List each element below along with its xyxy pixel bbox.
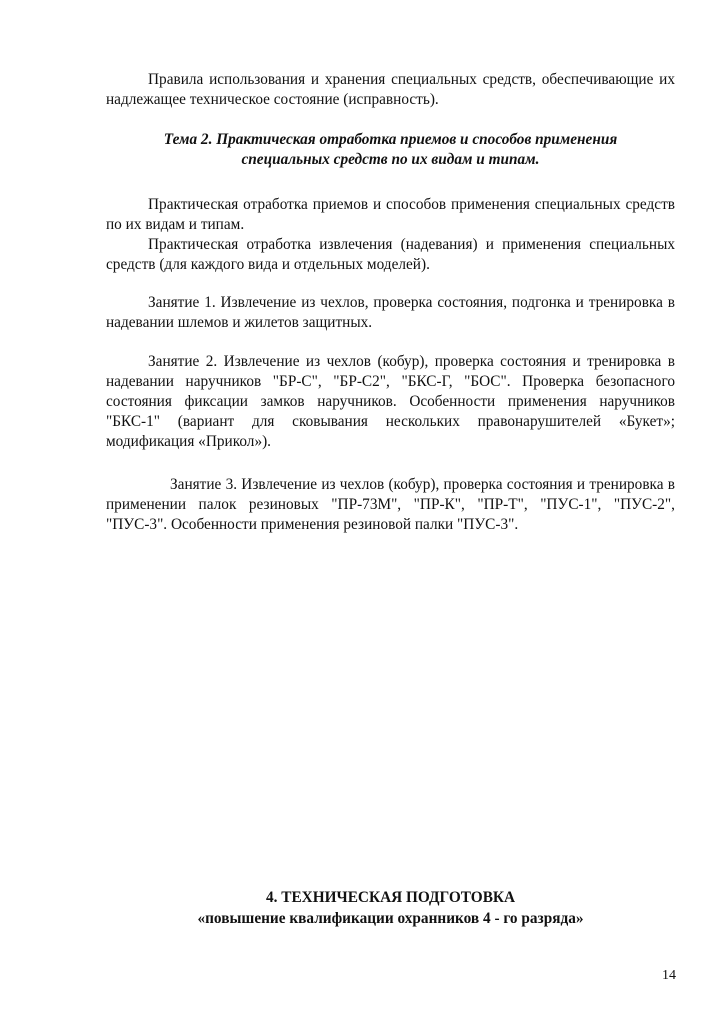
lesson-1-paragraph: Занятие 1. Извлечение из чехлов, проверка состояния, подгонка и тренировка в надевании шлемов и жилетов защитных. [106,294,675,331]
topic-title-line-2: специальных средств по их видам и типам. [241,151,540,168]
paragraph-rules: Правила использования и хранения специальных средств, обеспечивающие их надлежащее техническое состояние (исправность). [106,71,675,108]
lesson-2-paragraph: Занятие 2. Извлечение из чехлов (кобур), проверка состояния и тренировка в надевании наручников "БР-С", "БР-С2", "БКС-Г, "БОС". Проверка безопасного состояния фиксации замков наручников. Особенности применения наручников "БКС-1" (вариант для сковывания нескольких правонарушителей «Букет»; модификация «Прикол»). [106,353,675,450]
paragraph-practice-1: Практическая отработка приемов и способов применения специальных средств по их видам и типам. [106,196,675,233]
topic-title-line-1: Тема 2. Практическая отработка приемов и способов применения [163,131,618,148]
section-heading: 4. ТЕХНИЧЕСКАЯ ПОДГОТОВКА [265,889,516,906]
paragraph-practice-2: Практическая отработка извлечения (надевания) и применения специальных средств (для каждого вида и отдельных моделей). [106,236,675,273]
page-number: 14 [662,968,676,983]
section-subheading: «повышение квалификации охранников 4 - го разряда» [197,910,584,927]
lesson-3-paragraph: Занятие 3. Извлечение из чехлов (кобур), проверка состояния и тренировка в применении палок резиновых "ПР-73М", "ПР-К", "ПР-Т", "ПУС-1", "ПУС-2", "ПУС-3". Особенности применения резиновой палки "ПУС-3". [106,476,675,533]
